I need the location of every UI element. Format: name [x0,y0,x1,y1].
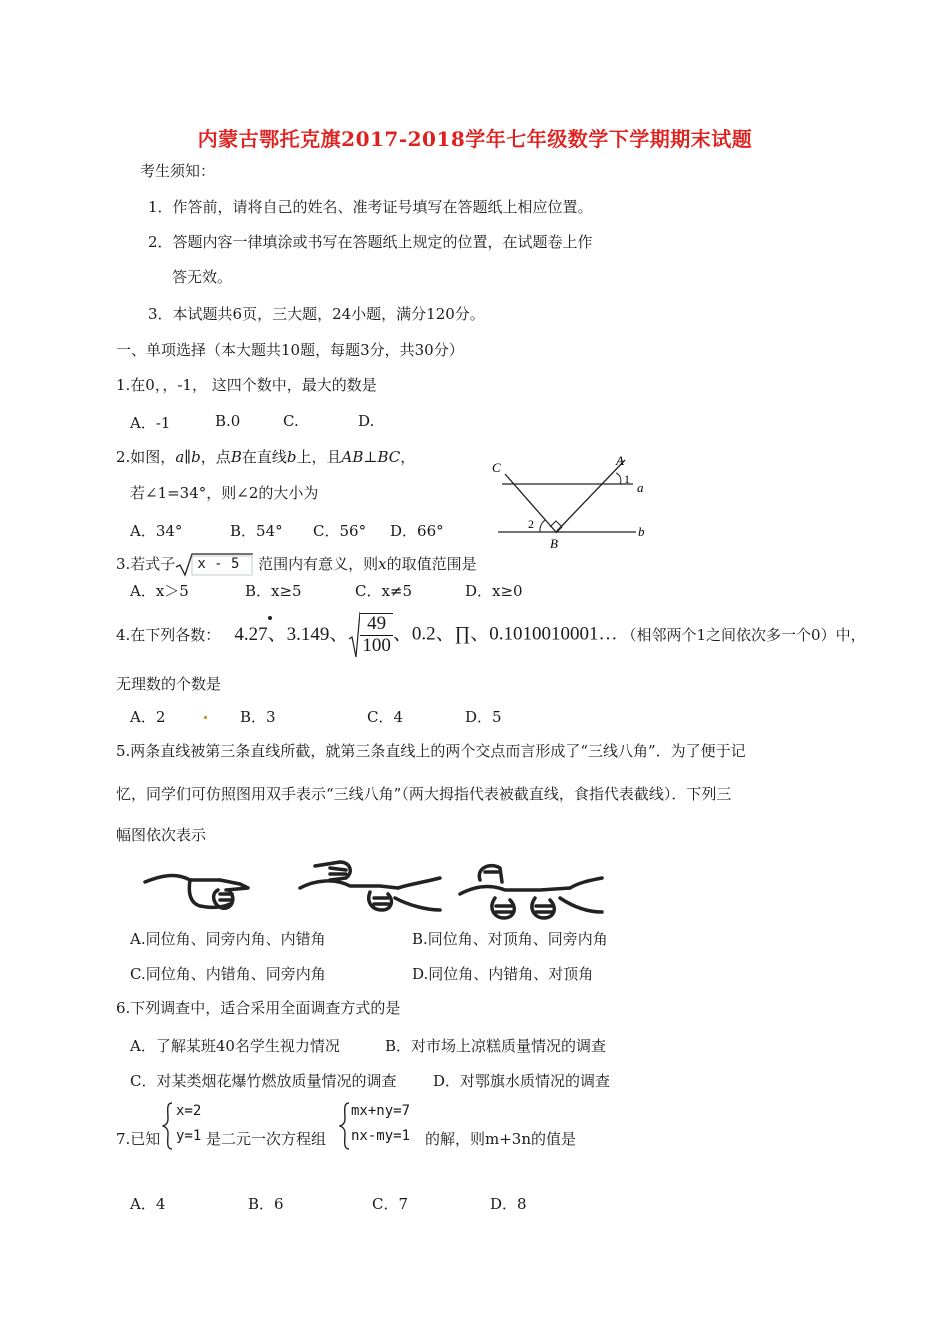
hands-figure-3 [460,866,602,918]
q5-line3: 幅图依次表示 [116,826,207,844]
q7-sys1-eq2: y=1 [176,1128,202,1144]
q7-stem-pre: 7.已知 [116,1130,161,1148]
q2-stem-var1: a∥b [175,448,201,466]
q7-sys2-eq2: nx-my=1 [351,1128,411,1144]
sqrt-sign-icon [348,611,360,659]
q2-stem [116,448,415,466]
q7-system-1 [162,1101,208,1151]
q5-option-a: A.同位角、同旁内角、内错角 [130,930,326,948]
q7-sys1-eq1: x=2 [176,1103,202,1119]
q1-option-c: C. [283,412,299,430]
q2-stem-b: ，点 [200,448,231,466]
line-ab [556,460,625,532]
q6-option-d: D．对鄂旗水质情况的调查 [433,1072,611,1090]
label-c: C [492,460,501,475]
q3-option-c: C．x≠5 [355,582,413,600]
q5-option-c: C.同位角、内错角、同旁内角 [130,965,326,983]
q1-option-a: A．-1 [130,414,171,432]
section-heading: 一、单项选择（本大题共10题，每题3分，共30分） [116,341,464,359]
q4-fraction [360,613,393,657]
q5-line1: 5.两条直线被第三条直线所截，就第三条直线上的两个交点而言形成了“三线八角”．为了便于记 [116,742,746,760]
q2-stem-var2: B [230,448,242,466]
label-line-b: b [638,524,645,539]
q7-option-b: B．6 [248,1195,284,1213]
q4-frac-num: 49 [360,614,393,636]
q3-option-a: A．x＞5 [130,582,189,600]
q4-frac-den: 100 [362,635,391,656]
notice-item-1: 1．作答前，请将自己的姓名、准考证号填写在答题纸上相应位置。 [148,198,593,216]
notice-item-3: 3．本试题共6页，三大题，24小题，满分120分。 [148,305,485,323]
q5-option-b: B.同位角、对顶角、同旁内角 [412,930,608,948]
q4-stem-pre: 4.在下列各数： [116,626,221,644]
hands-figure-2 [300,862,440,910]
q7-system-2 [339,1101,425,1151]
angle-1-arc [616,473,621,484]
q7-stem-post: 的解，则m+3n的值是 [425,1130,576,1148]
q2-line2: 若∠1=34°，则∠2的大小为 [130,484,319,502]
q3-sqrt [175,553,253,577]
q7-stem-mid: 是二元一次方程组 [206,1130,327,1148]
q6-option-c: C．对某类烟花爆竹燃放质量情况的调查 [130,1072,397,1090]
q3-stem-x: x [378,555,387,573]
q4-stem-post: （相邻两个1之间依次多一个0）中， [621,626,866,644]
q4-line2: 无理数的个数是 [116,675,222,693]
notice-item-2: 2．答题内容一律填涂或书写在答题纸上规定的位置，在试题卷上作 [148,233,593,251]
q4-option-b: B．3 [240,708,276,726]
q2-stem-var4: AB⊥BC [341,448,401,466]
document-title: 内蒙古鄂托克旗2017-2018学年七年级数学下学期期末试题 [197,127,753,151]
q3-stem-post: 范围内有意义，则 [253,555,379,573]
q2-figure [488,450,653,550]
q1-option-b: B.0 [215,412,241,430]
q6-option-b: B．对市场上凉糕质量情况的调查 [385,1037,607,1055]
q3-option-d: D．x≥0 [465,582,523,600]
q7-option-c: C．7 [372,1195,409,1213]
q1-option-d: D. [358,412,375,430]
notice-heading: 考生须知： [140,162,216,180]
q1-stem: 1.在0，，-1， 这四个数中，最大的数是 [116,376,377,394]
q3-option-b: B．x≥5 [245,582,302,600]
q2-stem-e: ， [400,448,416,466]
angle-2-arc [540,520,545,532]
q2-option-b: B．54° [230,522,283,540]
q7-sys2-eq1: mx+ny=7 [351,1103,411,1119]
left-brace-icon [162,1101,174,1151]
q4-option-c: C．4 [367,708,404,726]
q2-option-d: D．66° [390,522,444,540]
q3-sqrt-content: x - 5 [197,556,240,572]
q2-stem-a: 2.如图， [116,448,176,466]
label-line-a: a [637,480,644,495]
q5-line2: 忆，同学们可仿照图用双手表示“三线八角”（两大拇指代表被截直线，食指代表截线）．下列三 [116,785,732,803]
q4-seq-b: 、0.2、∏、0.1010010001… [392,623,618,645]
q2-option-c: C．56° [313,522,367,540]
q6-stem: 6.下列调查中，适合采用全面调查方式的是 [116,999,401,1017]
label-2: 2 [528,517,534,531]
q2-stem-c: 在直线 [241,448,287,466]
label-a-point: A [616,453,624,468]
repeating-dot [268,616,272,620]
q2-stem-d: 上，且 [296,448,342,466]
q2-stem-var3: b [286,448,297,466]
q4-option-d: D．5 [465,708,502,726]
q4-seq-a: 4.27、3.149、 [234,623,349,645]
left-brace-icon [339,1101,351,1151]
stray-dot [204,716,207,719]
notice-item-2-cont: 答无效。 [172,268,233,286]
q5-option-d: D.同位角、内错角、对顶角 [412,965,594,983]
q3-stem-end: 的取值范围是 [386,555,477,573]
hands-figure-1 [145,876,248,909]
label-1: 1 [624,472,630,486]
q6-option-a: A．了解某班40名学生视力情况 [130,1037,340,1055]
q4-stem [116,611,866,661]
q7-option-d: D．8 [490,1195,527,1213]
q7-option-a: A．4 [130,1195,166,1213]
q5-hands-figure [140,858,605,930]
q4-option-a: A．2 [130,708,166,726]
label-b-point: B [550,536,558,550]
q3-stem [116,553,477,577]
q2-option-a: A．34° [130,522,183,540]
q3-stem-pre: 3.若式子 [116,555,176,573]
